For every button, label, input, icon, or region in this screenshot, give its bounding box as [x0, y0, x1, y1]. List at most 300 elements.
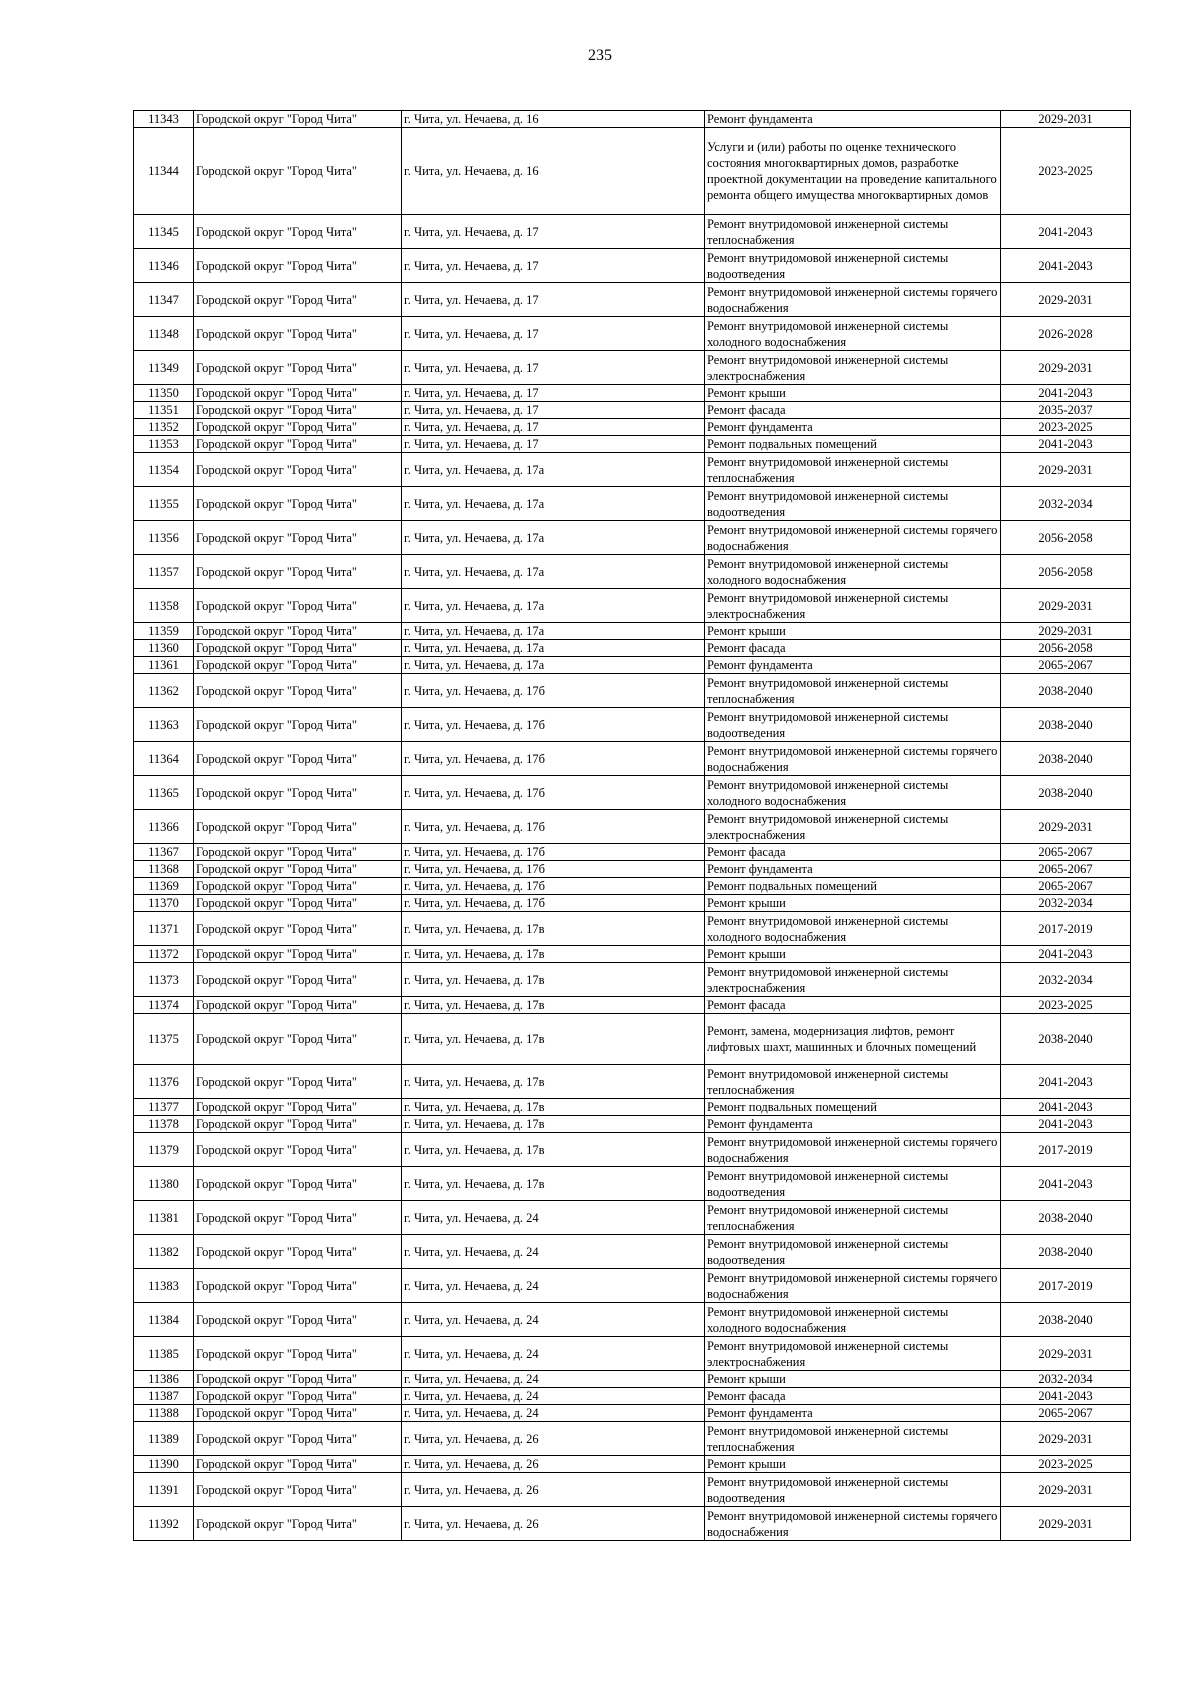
period-cell: 2038-2040 — [1001, 742, 1131, 776]
row-number: 11352 — [134, 419, 194, 436]
work-type-cell: Ремонт внутридомовой инженерной системы электроснабжения — [705, 1337, 1001, 1371]
work-type-cell: Ремонт фундамента — [705, 861, 1001, 878]
period-cell: 2029-2031 — [1001, 1337, 1131, 1371]
work-type-cell: Ремонт фасада — [705, 844, 1001, 861]
municipality-cell: Городской округ "Город Чита" — [194, 111, 402, 128]
work-type-cell: Ремонт внутридомовой инженерной системы водоотведения — [705, 1235, 1001, 1269]
row-number: 11364 — [134, 742, 194, 776]
table-row — [134, 861, 1131, 878]
municipality-cell: Городской округ "Город Чита" — [194, 776, 402, 810]
table-row — [134, 810, 1131, 844]
period-cell: 2041-2043 — [1001, 436, 1131, 453]
municipality-cell: Городской округ "Город Чита" — [194, 1014, 402, 1065]
municipality-cell: Городской округ "Город Чита" — [194, 963, 402, 997]
municipality-cell: Городской округ "Город Чита" — [194, 436, 402, 453]
row-number: 11349 — [134, 351, 194, 385]
period-cell: 2038-2040 — [1001, 1235, 1131, 1269]
municipality-cell: Городской округ "Город Чита" — [194, 215, 402, 249]
table-row — [134, 1269, 1131, 1303]
table-row — [134, 1235, 1131, 1269]
period-cell: 2041-2043 — [1001, 249, 1131, 283]
table-row — [134, 1388, 1131, 1405]
address-cell: г. Чита, ул. Нечаева, д. 26 — [402, 1456, 705, 1473]
table-row — [134, 640, 1131, 657]
table-row — [134, 1303, 1131, 1337]
work-type-cell: Ремонт внутридомовой инженерной системы горячего водоснабжения — [705, 742, 1001, 776]
work-type-cell: Ремонт внутридомовой инженерной системы водоотведения — [705, 249, 1001, 283]
period-cell: 2038-2040 — [1001, 1303, 1131, 1337]
work-type-cell: Ремонт крыши — [705, 1456, 1001, 1473]
row-number: 11347 — [134, 283, 194, 317]
row-number: 11367 — [134, 844, 194, 861]
period-cell: 2065-2067 — [1001, 657, 1131, 674]
row-number: 11361 — [134, 657, 194, 674]
table-row — [134, 844, 1131, 861]
table-row — [134, 1473, 1131, 1507]
row-number: 11363 — [134, 708, 194, 742]
table-row — [134, 1065, 1131, 1099]
table-row — [134, 1201, 1131, 1235]
period-cell: 2029-2031 — [1001, 1507, 1131, 1541]
period-cell: 2056-2058 — [1001, 521, 1131, 555]
period-cell: 2038-2040 — [1001, 776, 1131, 810]
work-type-cell: Ремонт внутридомовой инженерной системы холодного водоснабжения — [705, 1303, 1001, 1337]
table-row — [134, 385, 1131, 402]
period-cell: 2056-2058 — [1001, 640, 1131, 657]
period-cell: 2023-2025 — [1001, 128, 1131, 215]
address-cell: г. Чита, ул. Нечаева, д. 17в — [402, 997, 705, 1014]
row-number: 11383 — [134, 1269, 194, 1303]
period-cell: 2065-2067 — [1001, 878, 1131, 895]
row-number: 11343 — [134, 111, 194, 128]
row-number: 11384 — [134, 1303, 194, 1337]
work-type-cell: Ремонт внутридомовой инженерной системы теплоснабжения — [705, 1065, 1001, 1099]
period-cell: 2038-2040 — [1001, 1201, 1131, 1235]
row-number: 11392 — [134, 1507, 194, 1541]
period-cell: 2029-2031 — [1001, 1473, 1131, 1507]
row-number: 11375 — [134, 1014, 194, 1065]
municipality-cell: Городской округ "Город Чита" — [194, 453, 402, 487]
address-cell: г. Чита, ул. Нечаева, д. 17б — [402, 810, 705, 844]
work-type-cell: Ремонт внутридомовой инженерной системы теплоснабжения — [705, 215, 1001, 249]
municipality-cell: Городской округ "Город Чита" — [194, 1405, 402, 1422]
table-row — [134, 249, 1131, 283]
work-type-cell: Ремонт внутридомовой инженерной системы водоотведения — [705, 487, 1001, 521]
table-row — [134, 487, 1131, 521]
row-number: 11358 — [134, 589, 194, 623]
address-cell: г. Чита, ул. Нечаева, д. 24 — [402, 1201, 705, 1235]
work-type-cell: Ремонт внутридомовой инженерной системы теплоснабжения — [705, 1422, 1001, 1456]
table-row — [134, 878, 1131, 895]
row-number: 11376 — [134, 1065, 194, 1099]
period-cell: 2041-2043 — [1001, 946, 1131, 963]
municipality-cell: Городской округ "Город Чита" — [194, 1269, 402, 1303]
row-number: 11385 — [134, 1337, 194, 1371]
municipality-cell: Городской округ "Город Чита" — [194, 640, 402, 657]
row-number: 11359 — [134, 623, 194, 640]
address-cell: г. Чита, ул. Нечаева, д. 26 — [402, 1473, 705, 1507]
period-cell: 2041-2043 — [1001, 1167, 1131, 1201]
table-row — [134, 1371, 1131, 1388]
period-cell: 2038-2040 — [1001, 708, 1131, 742]
address-cell: г. Чита, ул. Нечаева, д. 17а — [402, 640, 705, 657]
address-cell: г. Чита, ул. Нечаева, д. 17б — [402, 895, 705, 912]
row-number: 11345 — [134, 215, 194, 249]
address-cell: г. Чита, ул. Нечаева, д. 17в — [402, 1065, 705, 1099]
work-type-cell: Ремонт фундамента — [705, 419, 1001, 436]
work-type-cell: Ремонт внутридомовой инженерной системы водоотведения — [705, 708, 1001, 742]
row-number: 11372 — [134, 946, 194, 963]
row-number: 11391 — [134, 1473, 194, 1507]
table-row — [134, 521, 1131, 555]
address-cell: г. Чита, ул. Нечаева, д. 17а — [402, 555, 705, 589]
row-number: 11374 — [134, 997, 194, 1014]
municipality-cell: Городской округ "Город Чита" — [194, 1371, 402, 1388]
municipality-cell: Городской округ "Город Чита" — [194, 589, 402, 623]
municipality-cell: Городской округ "Город Чита" — [194, 657, 402, 674]
work-type-cell: Ремонт крыши — [705, 385, 1001, 402]
row-number: 11379 — [134, 1133, 194, 1167]
period-cell: 2023-2025 — [1001, 1456, 1131, 1473]
table-row — [134, 1099, 1131, 1116]
work-type-cell: Услуги и (или) работы по оценке технического состояния многоквартирных домов, разработке проектной документации на проведение капитального ремонта общего имущества многоквартирных домов — [705, 128, 1001, 215]
work-type-cell: Ремонт внутридомовой инженерной системы холодного водоснабжения — [705, 317, 1001, 351]
period-cell: 2041-2043 — [1001, 385, 1131, 402]
table-row — [134, 1167, 1131, 1201]
row-number: 11370 — [134, 895, 194, 912]
address-cell: г. Чита, ул. Нечаева, д. 17б — [402, 861, 705, 878]
period-cell: 2029-2031 — [1001, 111, 1131, 128]
row-number: 11390 — [134, 1456, 194, 1473]
address-cell: г. Чита, ул. Нечаева, д. 24 — [402, 1371, 705, 1388]
table-row — [134, 1133, 1131, 1167]
period-cell: 2065-2067 — [1001, 861, 1131, 878]
table-row — [134, 317, 1131, 351]
municipality-cell: Городской округ "Город Чита" — [194, 895, 402, 912]
work-type-cell: Ремонт внутридомовой инженерной системы холодного водоснабжения — [705, 555, 1001, 589]
municipality-cell: Городской округ "Город Чита" — [194, 1303, 402, 1337]
work-type-cell: Ремонт внутридомовой инженерной системы горячего водоснабжения — [705, 1507, 1001, 1541]
municipality-cell: Городской округ "Город Чита" — [194, 385, 402, 402]
table-row — [134, 419, 1131, 436]
period-cell: 2017-2019 — [1001, 912, 1131, 946]
address-cell: г. Чита, ул. Нечаева, д. 17а — [402, 657, 705, 674]
period-cell: 2023-2025 — [1001, 419, 1131, 436]
row-number: 11381 — [134, 1201, 194, 1235]
row-number: 11378 — [134, 1116, 194, 1133]
row-number: 11362 — [134, 674, 194, 708]
table-row — [134, 283, 1131, 317]
address-cell: г. Чита, ул. Нечаева, д. 17 — [402, 351, 705, 385]
municipality-cell: Городской округ "Город Чита" — [194, 878, 402, 895]
table-row — [134, 351, 1131, 385]
period-cell: 2029-2031 — [1001, 589, 1131, 623]
work-type-cell: Ремонт внутридомовой инженерной системы теплоснабжения — [705, 453, 1001, 487]
table-body — [134, 111, 1131, 1541]
period-cell: 2017-2019 — [1001, 1269, 1131, 1303]
work-type-cell: Ремонт внутридомовой инженерной системы теплоснабжения — [705, 1201, 1001, 1235]
address-cell: г. Чита, ул. Нечаева, д. 24 — [402, 1337, 705, 1371]
address-cell: г. Чита, ул. Нечаева, д. 24 — [402, 1405, 705, 1422]
table-row — [134, 912, 1131, 946]
municipality-cell: Городской округ "Город Чита" — [194, 1422, 402, 1456]
table-row — [134, 674, 1131, 708]
work-type-cell: Ремонт крыши — [705, 895, 1001, 912]
work-type-cell: Ремонт внутридомовой инженерной системы горячего водоснабжения — [705, 1133, 1001, 1167]
address-cell: г. Чита, ул. Нечаева, д. 17б — [402, 674, 705, 708]
municipality-cell: Городской округ "Город Чита" — [194, 351, 402, 385]
period-cell: 2041-2043 — [1001, 1388, 1131, 1405]
row-number: 11373 — [134, 963, 194, 997]
address-cell: г. Чита, ул. Нечаева, д. 17 — [402, 402, 705, 419]
row-number: 11387 — [134, 1388, 194, 1405]
municipality-cell: Городской округ "Город Чита" — [194, 317, 402, 351]
table-row — [134, 742, 1131, 776]
municipality-cell: Городской округ "Город Чита" — [194, 742, 402, 776]
municipality-cell: Городской округ "Город Чита" — [194, 1116, 402, 1133]
row-number: 11355 — [134, 487, 194, 521]
work-type-cell: Ремонт внутридомовой инженерной системы электроснабжения — [705, 589, 1001, 623]
address-cell: г. Чита, ул. Нечаева, д. 17 — [402, 283, 705, 317]
row-number: 11353 — [134, 436, 194, 453]
address-cell: г. Чита, ул. Нечаева, д. 17б — [402, 776, 705, 810]
address-cell: г. Чита, ул. Нечаева, д. 16 — [402, 128, 705, 215]
table-row — [134, 946, 1131, 963]
table-row — [134, 436, 1131, 453]
address-cell: г. Чита, ул. Нечаева, д. 17 — [402, 436, 705, 453]
table-row — [134, 402, 1131, 419]
address-cell: г. Чита, ул. Нечаева, д. 17б — [402, 708, 705, 742]
period-cell: 2041-2043 — [1001, 1099, 1131, 1116]
table-row — [134, 623, 1131, 640]
address-cell: г. Чита, ул. Нечаева, д. 17а — [402, 521, 705, 555]
period-cell: 2038-2040 — [1001, 1014, 1131, 1065]
work-type-cell: Ремонт внутридомовой инженерной системы холодного водоснабжения — [705, 776, 1001, 810]
address-cell: г. Чита, ул. Нечаева, д. 17 — [402, 385, 705, 402]
municipality-cell: Городской округ "Город Чита" — [194, 1507, 402, 1541]
municipality-cell: Городской округ "Город Чита" — [194, 1201, 402, 1235]
table-row — [134, 776, 1131, 810]
table-row — [134, 895, 1131, 912]
period-cell: 2017-2019 — [1001, 1133, 1131, 1167]
row-number: 11389 — [134, 1422, 194, 1456]
row-number: 11368 — [134, 861, 194, 878]
address-cell: г. Чита, ул. Нечаева, д. 17в — [402, 1167, 705, 1201]
work-type-cell: Ремонт внутридомовой инженерной системы водоотведения — [705, 1167, 1001, 1201]
work-type-cell: Ремонт фасада — [705, 402, 1001, 419]
table-row — [134, 657, 1131, 674]
work-type-cell: Ремонт внутридомовой инженерной системы холодного водоснабжения — [705, 912, 1001, 946]
address-cell: г. Чита, ул. Нечаева, д. 17в — [402, 1014, 705, 1065]
table-row — [134, 111, 1131, 128]
table-row — [134, 1422, 1131, 1456]
municipality-cell: Городской округ "Город Чита" — [194, 249, 402, 283]
address-cell: г. Чита, ул. Нечаева, д. 17в — [402, 1133, 705, 1167]
municipality-cell: Городской округ "Город Чита" — [194, 1235, 402, 1269]
municipality-cell: Городской округ "Город Чита" — [194, 1099, 402, 1116]
period-cell: 2065-2067 — [1001, 1405, 1131, 1422]
row-number: 11365 — [134, 776, 194, 810]
table-row — [134, 1507, 1131, 1541]
table-row — [134, 963, 1131, 997]
municipality-cell: Городской округ "Город Чита" — [194, 912, 402, 946]
address-cell: г. Чита, ул. Нечаева, д. 17 — [402, 317, 705, 351]
address-cell: г. Чита, ул. Нечаева, д. 17б — [402, 844, 705, 861]
address-cell: г. Чита, ул. Нечаева, д. 16 — [402, 111, 705, 128]
address-cell: г. Чита, ул. Нечаева, д. 24 — [402, 1388, 705, 1405]
row-number: 11354 — [134, 453, 194, 487]
row-number: 11371 — [134, 912, 194, 946]
address-cell: г. Чита, ул. Нечаева, д. 17б — [402, 878, 705, 895]
table-row — [134, 1405, 1131, 1422]
work-type-cell: Ремонт внутридомовой инженерной системы электроснабжения — [705, 963, 1001, 997]
municipality-cell: Городской округ "Город Чита" — [194, 708, 402, 742]
municipality-cell: Городской округ "Город Чита" — [194, 844, 402, 861]
period-cell: 2029-2031 — [1001, 623, 1131, 640]
work-type-cell: Ремонт фасада — [705, 1388, 1001, 1405]
address-cell: г. Чита, ул. Нечаева, д. 17в — [402, 1099, 705, 1116]
period-cell: 2032-2034 — [1001, 487, 1131, 521]
work-type-cell: Ремонт фундамента — [705, 111, 1001, 128]
row-number: 11369 — [134, 878, 194, 895]
page-number: 235 — [588, 47, 612, 64]
address-cell: г. Чита, ул. Нечаева, д. 17а — [402, 453, 705, 487]
period-cell: 2041-2043 — [1001, 1116, 1131, 1133]
work-type-cell: Ремонт подвальных помещений — [705, 878, 1001, 895]
table-row — [134, 1456, 1131, 1473]
work-type-cell: Ремонт, замена, модернизация лифтов, ремонт лифтовых шахт, машинных и блочных помещений — [705, 1014, 1001, 1065]
period-cell: 2041-2043 — [1001, 1065, 1131, 1099]
work-type-cell: Ремонт внутридомовой инженерной системы горячего водоснабжения — [705, 283, 1001, 317]
municipality-cell: Городской округ "Город Чита" — [194, 946, 402, 963]
address-cell: г. Чита, ул. Нечаева, д. 17в — [402, 963, 705, 997]
table-row — [134, 215, 1131, 249]
municipality-cell: Городской округ "Город Чита" — [194, 623, 402, 640]
municipality-cell: Городской округ "Город Чита" — [194, 1065, 402, 1099]
period-cell: 2029-2031 — [1001, 283, 1131, 317]
address-cell: г. Чита, ул. Нечаева, д. 24 — [402, 1303, 705, 1337]
work-type-cell: Ремонт внутридомовой инженерной системы электроснабжения — [705, 810, 1001, 844]
municipality-cell: Городской округ "Город Чита" — [194, 674, 402, 708]
row-number: 11380 — [134, 1167, 194, 1201]
municipality-cell: Городской округ "Город Чита" — [194, 521, 402, 555]
municipality-cell: Городской округ "Город Чита" — [194, 1473, 402, 1507]
municipality-cell: Городской округ "Город Чита" — [194, 1456, 402, 1473]
address-cell: г. Чита, ул. Нечаева, д. 17б — [402, 742, 705, 776]
period-cell: 2032-2034 — [1001, 895, 1131, 912]
row-number: 11346 — [134, 249, 194, 283]
address-cell: г. Чита, ул. Нечаева, д. 17а — [402, 623, 705, 640]
municipality-cell: Городской округ "Город Чита" — [194, 997, 402, 1014]
table-row — [134, 589, 1131, 623]
period-cell: 2026-2028 — [1001, 317, 1131, 351]
municipality-cell: Городской округ "Город Чита" — [194, 810, 402, 844]
table-row — [134, 453, 1131, 487]
table-row — [134, 708, 1131, 742]
work-type-cell: Ремонт подвальных помещений — [705, 1099, 1001, 1116]
work-type-cell: Ремонт подвальных помещений — [705, 436, 1001, 453]
municipality-cell: Городской округ "Город Чита" — [194, 128, 402, 215]
work-type-cell: Ремонт фасада — [705, 640, 1001, 657]
row-number: 11356 — [134, 521, 194, 555]
municipality-cell: Городской округ "Город Чита" — [194, 419, 402, 436]
address-cell: г. Чита, ул. Нечаева, д. 26 — [402, 1507, 705, 1541]
row-number: 11386 — [134, 1371, 194, 1388]
address-cell: г. Чита, ул. Нечаева, д. 24 — [402, 1269, 705, 1303]
work-type-cell: Ремонт внутридомовой инженерной системы теплоснабжения — [705, 674, 1001, 708]
period-cell: 2023-2025 — [1001, 997, 1131, 1014]
period-cell: 2032-2034 — [1001, 963, 1131, 997]
table-row — [134, 128, 1131, 215]
municipality-cell: Городской округ "Город Чита" — [194, 283, 402, 317]
repair-schedule-table — [133, 110, 1131, 1541]
work-type-cell: Ремонт крыши — [705, 946, 1001, 963]
work-type-cell: Ремонт внутридомовой инженерной системы электроснабжения — [705, 351, 1001, 385]
row-number: 11366 — [134, 810, 194, 844]
address-cell: г. Чита, ул. Нечаева, д. 17в — [402, 1116, 705, 1133]
work-type-cell: Ремонт крыши — [705, 623, 1001, 640]
municipality-cell: Городской округ "Город Чита" — [194, 402, 402, 419]
work-type-cell: Ремонт фасада — [705, 997, 1001, 1014]
address-cell: г. Чита, ул. Нечаева, д. 17в — [402, 946, 705, 963]
table-row — [134, 997, 1131, 1014]
address-cell: г. Чита, ул. Нечаева, д. 17 — [402, 249, 705, 283]
row-number: 11382 — [134, 1235, 194, 1269]
table-row — [134, 1014, 1131, 1065]
period-cell: 2029-2031 — [1001, 810, 1131, 844]
period-cell: 2029-2031 — [1001, 351, 1131, 385]
municipality-cell: Городской округ "Город Чита" — [194, 555, 402, 589]
address-cell: г. Чита, ул. Нечаева, д. 17а — [402, 487, 705, 521]
period-cell: 2029-2031 — [1001, 453, 1131, 487]
period-cell: 2065-2067 — [1001, 844, 1131, 861]
row-number: 11351 — [134, 402, 194, 419]
table-row — [134, 1337, 1131, 1371]
period-cell: 2032-2034 — [1001, 1371, 1131, 1388]
work-type-cell: Ремонт крыши — [705, 1371, 1001, 1388]
work-type-cell: Ремонт фундамента — [705, 657, 1001, 674]
municipality-cell: Городской округ "Город Чита" — [194, 861, 402, 878]
period-cell: 2041-2043 — [1001, 215, 1131, 249]
address-cell: г. Чита, ул. Нечаева, д. 17в — [402, 912, 705, 946]
municipality-cell: Городской округ "Город Чита" — [194, 487, 402, 521]
row-number: 11344 — [134, 128, 194, 215]
period-cell: 2029-2031 — [1001, 1422, 1131, 1456]
work-type-cell: Ремонт внутридомовой инженерной системы горячего водоснабжения — [705, 1269, 1001, 1303]
municipality-cell: Городской округ "Город Чита" — [194, 1133, 402, 1167]
table-row — [134, 555, 1131, 589]
period-cell: 2035-2037 — [1001, 402, 1131, 419]
row-number: 11357 — [134, 555, 194, 589]
row-number: 11377 — [134, 1099, 194, 1116]
work-type-cell: Ремонт фундамента — [705, 1116, 1001, 1133]
address-cell: г. Чита, ул. Нечаева, д. 17а — [402, 589, 705, 623]
address-cell: г. Чита, ул. Нечаева, д. 17 — [402, 419, 705, 436]
address-cell: г. Чита, ул. Нечаева, д. 24 — [402, 1235, 705, 1269]
work-type-cell: Ремонт внутридомовой инженерной системы водоотведения — [705, 1473, 1001, 1507]
row-number: 11348 — [134, 317, 194, 351]
period-cell: 2038-2040 — [1001, 674, 1131, 708]
municipality-cell: Городской округ "Город Чита" — [194, 1388, 402, 1405]
work-type-cell: Ремонт фундамента — [705, 1405, 1001, 1422]
table-row — [134, 1116, 1131, 1133]
period-cell: 2056-2058 — [1001, 555, 1131, 589]
address-cell: г. Чита, ул. Нечаева, д. 17 — [402, 215, 705, 249]
row-number: 11350 — [134, 385, 194, 402]
row-number: 11388 — [134, 1405, 194, 1422]
work-type-cell: Ремонт внутридомовой инженерной системы горячего водоснабжения — [705, 521, 1001, 555]
municipality-cell: Городской округ "Город Чита" — [194, 1167, 402, 1201]
